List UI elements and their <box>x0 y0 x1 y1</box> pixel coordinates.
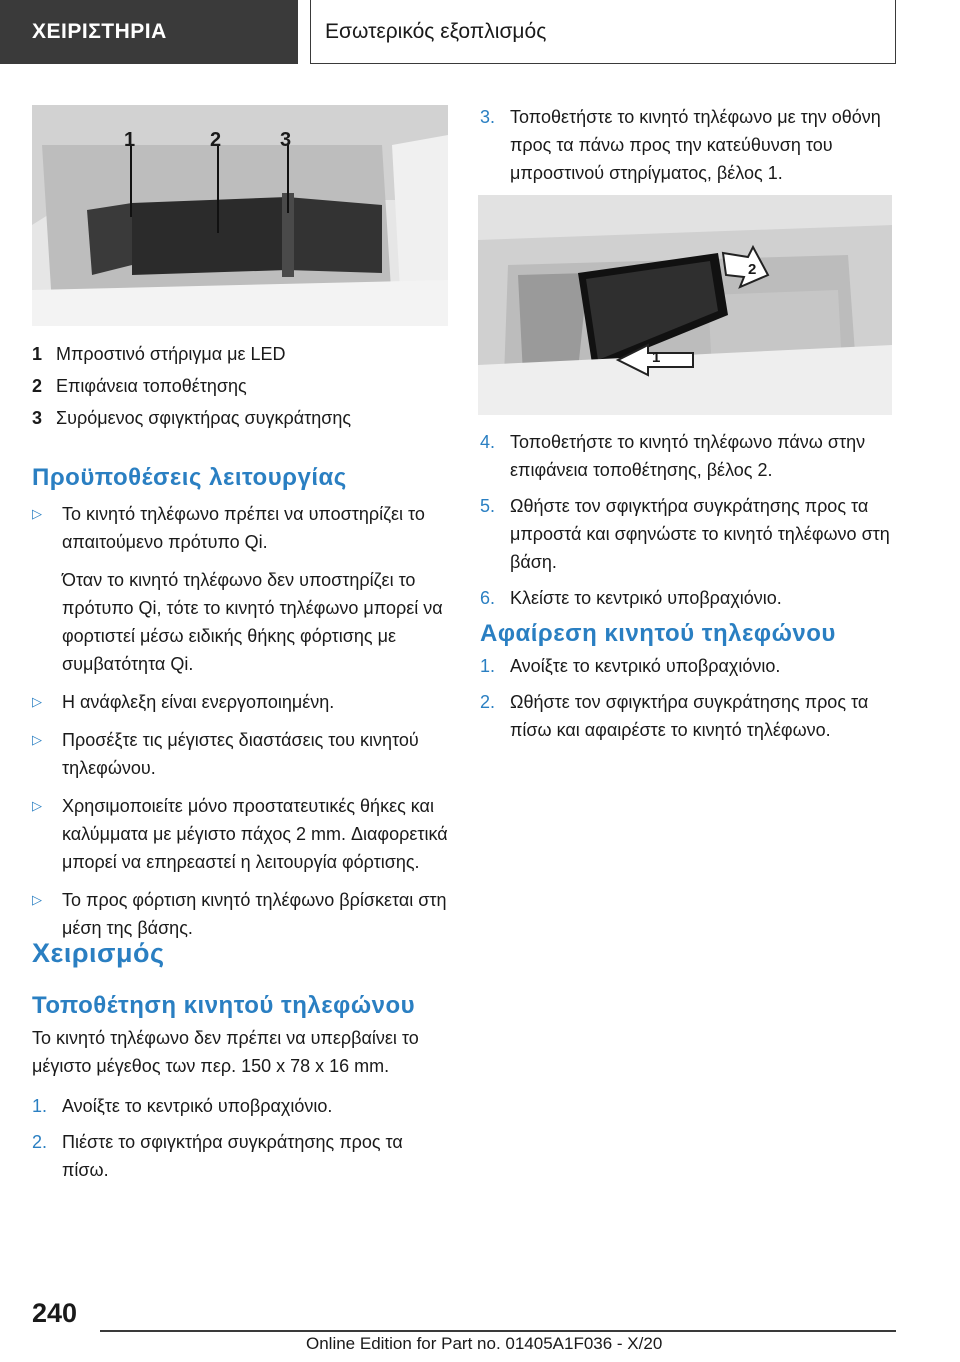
bullet-text: Η ανάφλεξη είναι ενεργοποιημένη. <box>62 692 335 712</box>
step-text: Ανοίξτε το κεντρικό υποβραχιόνιο. <box>62 1096 333 1116</box>
figure-charging-tray <box>32 105 448 326</box>
bullet-text: Χρησιμοποιείτε μόνο προστατευτικές θήκες και καλύμματα με μέγιστο πάχος 2 mm. Διαφορετικά μπορεί να επηρεαστεί η λειτουργία φόρτισης. <box>62 796 448 872</box>
placing-section <box>32 1024 448 1192</box>
arrow-label-1: 1 <box>652 349 661 366</box>
list-item <box>32 688 448 716</box>
step-number: 1. <box>32 1096 48 1116</box>
removal-heading: Αφαίρεση κινητού τηλεφώνου <box>480 620 836 647</box>
step-text: Κλείστε το κεντρικό υποβραχιόνιο. <box>510 588 782 608</box>
removal-steps <box>480 652 892 752</box>
step-item <box>480 584 892 612</box>
operation-heading: Χειρισμός <box>32 938 165 968</box>
step-text: Πιέστε το σφιγκτήρα συγκράτησης προς τα πίσω. <box>62 1132 403 1180</box>
step-item <box>480 652 892 680</box>
figure1-label-3: 3 <box>280 129 292 151</box>
figure1-label-2: 2 <box>210 129 222 151</box>
legend-number: 1 <box>32 343 43 364</box>
step-item <box>480 428 892 484</box>
section-tab <box>0 0 298 64</box>
step3-block <box>480 103 892 195</box>
step-text: Ωθήστε τον σφιγκτήρα συγκράτησης προς τα μπροστά και σφηνώστε το κινητό τηλέφωνο στη βάση. <box>510 496 890 572</box>
bullet-note: Όταν το κινητό τηλέφωνο δεν υποστηρίζει το πρότυπο Qi, τότε το κινητό τηλέφωνο μπορεί να φορτιστεί μέσω ειδικής θήκης φόρτισης με συμβατότητα Qi. <box>62 570 443 674</box>
legend-text: Συρόμενος σφιγκτήρας συγκράτησης <box>56 407 352 428</box>
arrow-label-2: 2 <box>748 261 757 278</box>
prerequisites-heading: Προϋποθέσεις λειτουργίας <box>32 464 347 491</box>
step-text: Τοποθετήστε το κινητό τηλέφωνο με την οθόνη προς τα πάνω προς την κατεύθυνση του μπροστινού στηρίγματος, βέλος 1. <box>510 107 881 183</box>
step-number: 2. <box>480 692 496 712</box>
steps-4-6-block <box>480 428 892 620</box>
step-number: 6. <box>480 588 496 608</box>
legend-number: 3 <box>32 407 43 428</box>
step-item <box>32 1092 448 1120</box>
step-text: Τοποθετήστε το κινητό τηλέφωνο πάνω στην επιφάνεια τοποθέτησης, βέλος 2. <box>510 432 866 480</box>
step-number: 1. <box>480 656 496 676</box>
list-item <box>32 500 448 556</box>
list-item <box>32 886 448 942</box>
triangle-bullet-icon: ▷ <box>32 892 42 907</box>
triangle-bullet-icon: ▷ <box>32 694 42 709</box>
legend-number: 2 <box>32 375 43 396</box>
footer-divider <box>100 1330 896 1332</box>
chapter-tab <box>310 0 896 64</box>
step-item <box>32 1128 448 1184</box>
step-number: 3. <box>480 107 496 127</box>
footer-edition: Online Edition for Part no. 01405A1F036 - X/20 <box>306 1334 663 1353</box>
figure-phone-placement <box>478 195 892 415</box>
step-item <box>480 492 892 576</box>
legend-text: Μπροστινό στήριγμα με LED <box>56 343 286 364</box>
step-number: 4. <box>480 432 496 452</box>
chapter-title: Εσωτερικός εξοπλισμός <box>325 19 547 43</box>
legend-item <box>32 338 448 370</box>
page-number: 240 <box>32 1298 78 1328</box>
placing-intro: Το κινητό τηλέφωνο δεν πρέπει να υπερβαίνει το μέγιστο μέγεθος των περ. 150 x 78 x 16 mm. <box>32 1028 419 1076</box>
bullet-text: Το κινητό τηλέφωνο πρέπει να υποστηρίζει το απαιτούμενο πρότυπο Qi. <box>62 504 425 552</box>
bullet-text: Προσέξτε τις μέγιστες διαστάσεις του κινητού τηλεφώνου. <box>62 730 419 778</box>
legend-item <box>32 370 448 402</box>
step-text: Ωθήστε τον σφιγκτήρα συγκράτησης προς τα πίσω και αφαιρέστε το κινητό τηλέφωνο. <box>510 692 869 740</box>
step-item <box>480 688 892 744</box>
step-number: 5. <box>480 496 496 516</box>
step-number: 2. <box>32 1132 48 1152</box>
placing-heading: Τοποθέτηση κινητού τηλεφώνου <box>32 992 416 1019</box>
legend-item <box>32 402 448 434</box>
phone-placement-illustration <box>478 195 892 415</box>
list-item <box>32 792 448 876</box>
step-text: Ανοίξτε το κεντρικό υποβραχιόνιο. <box>510 656 781 676</box>
bullet-text: Το προς φόρτιση κινητό τηλέφωνο βρίσκεται στη μέση της βάσης. <box>62 890 447 938</box>
list-item <box>32 726 448 782</box>
legend-text: Επιφάνεια τοποθέτησης <box>56 375 247 396</box>
triangle-bullet-icon: ▷ <box>32 798 42 813</box>
step-item <box>480 103 892 187</box>
figure1-label-1: 1 <box>124 129 136 151</box>
prerequisites-list <box>32 500 448 952</box>
section-title: ΧΕΙΡΙΣΤΗΡΙΑ <box>32 20 167 43</box>
figure1-legend <box>32 338 448 434</box>
charging-tray-illustration <box>32 105 448 326</box>
triangle-bullet-icon: ▷ <box>32 732 42 747</box>
triangle-bullet-icon: ▷ <box>32 506 42 521</box>
